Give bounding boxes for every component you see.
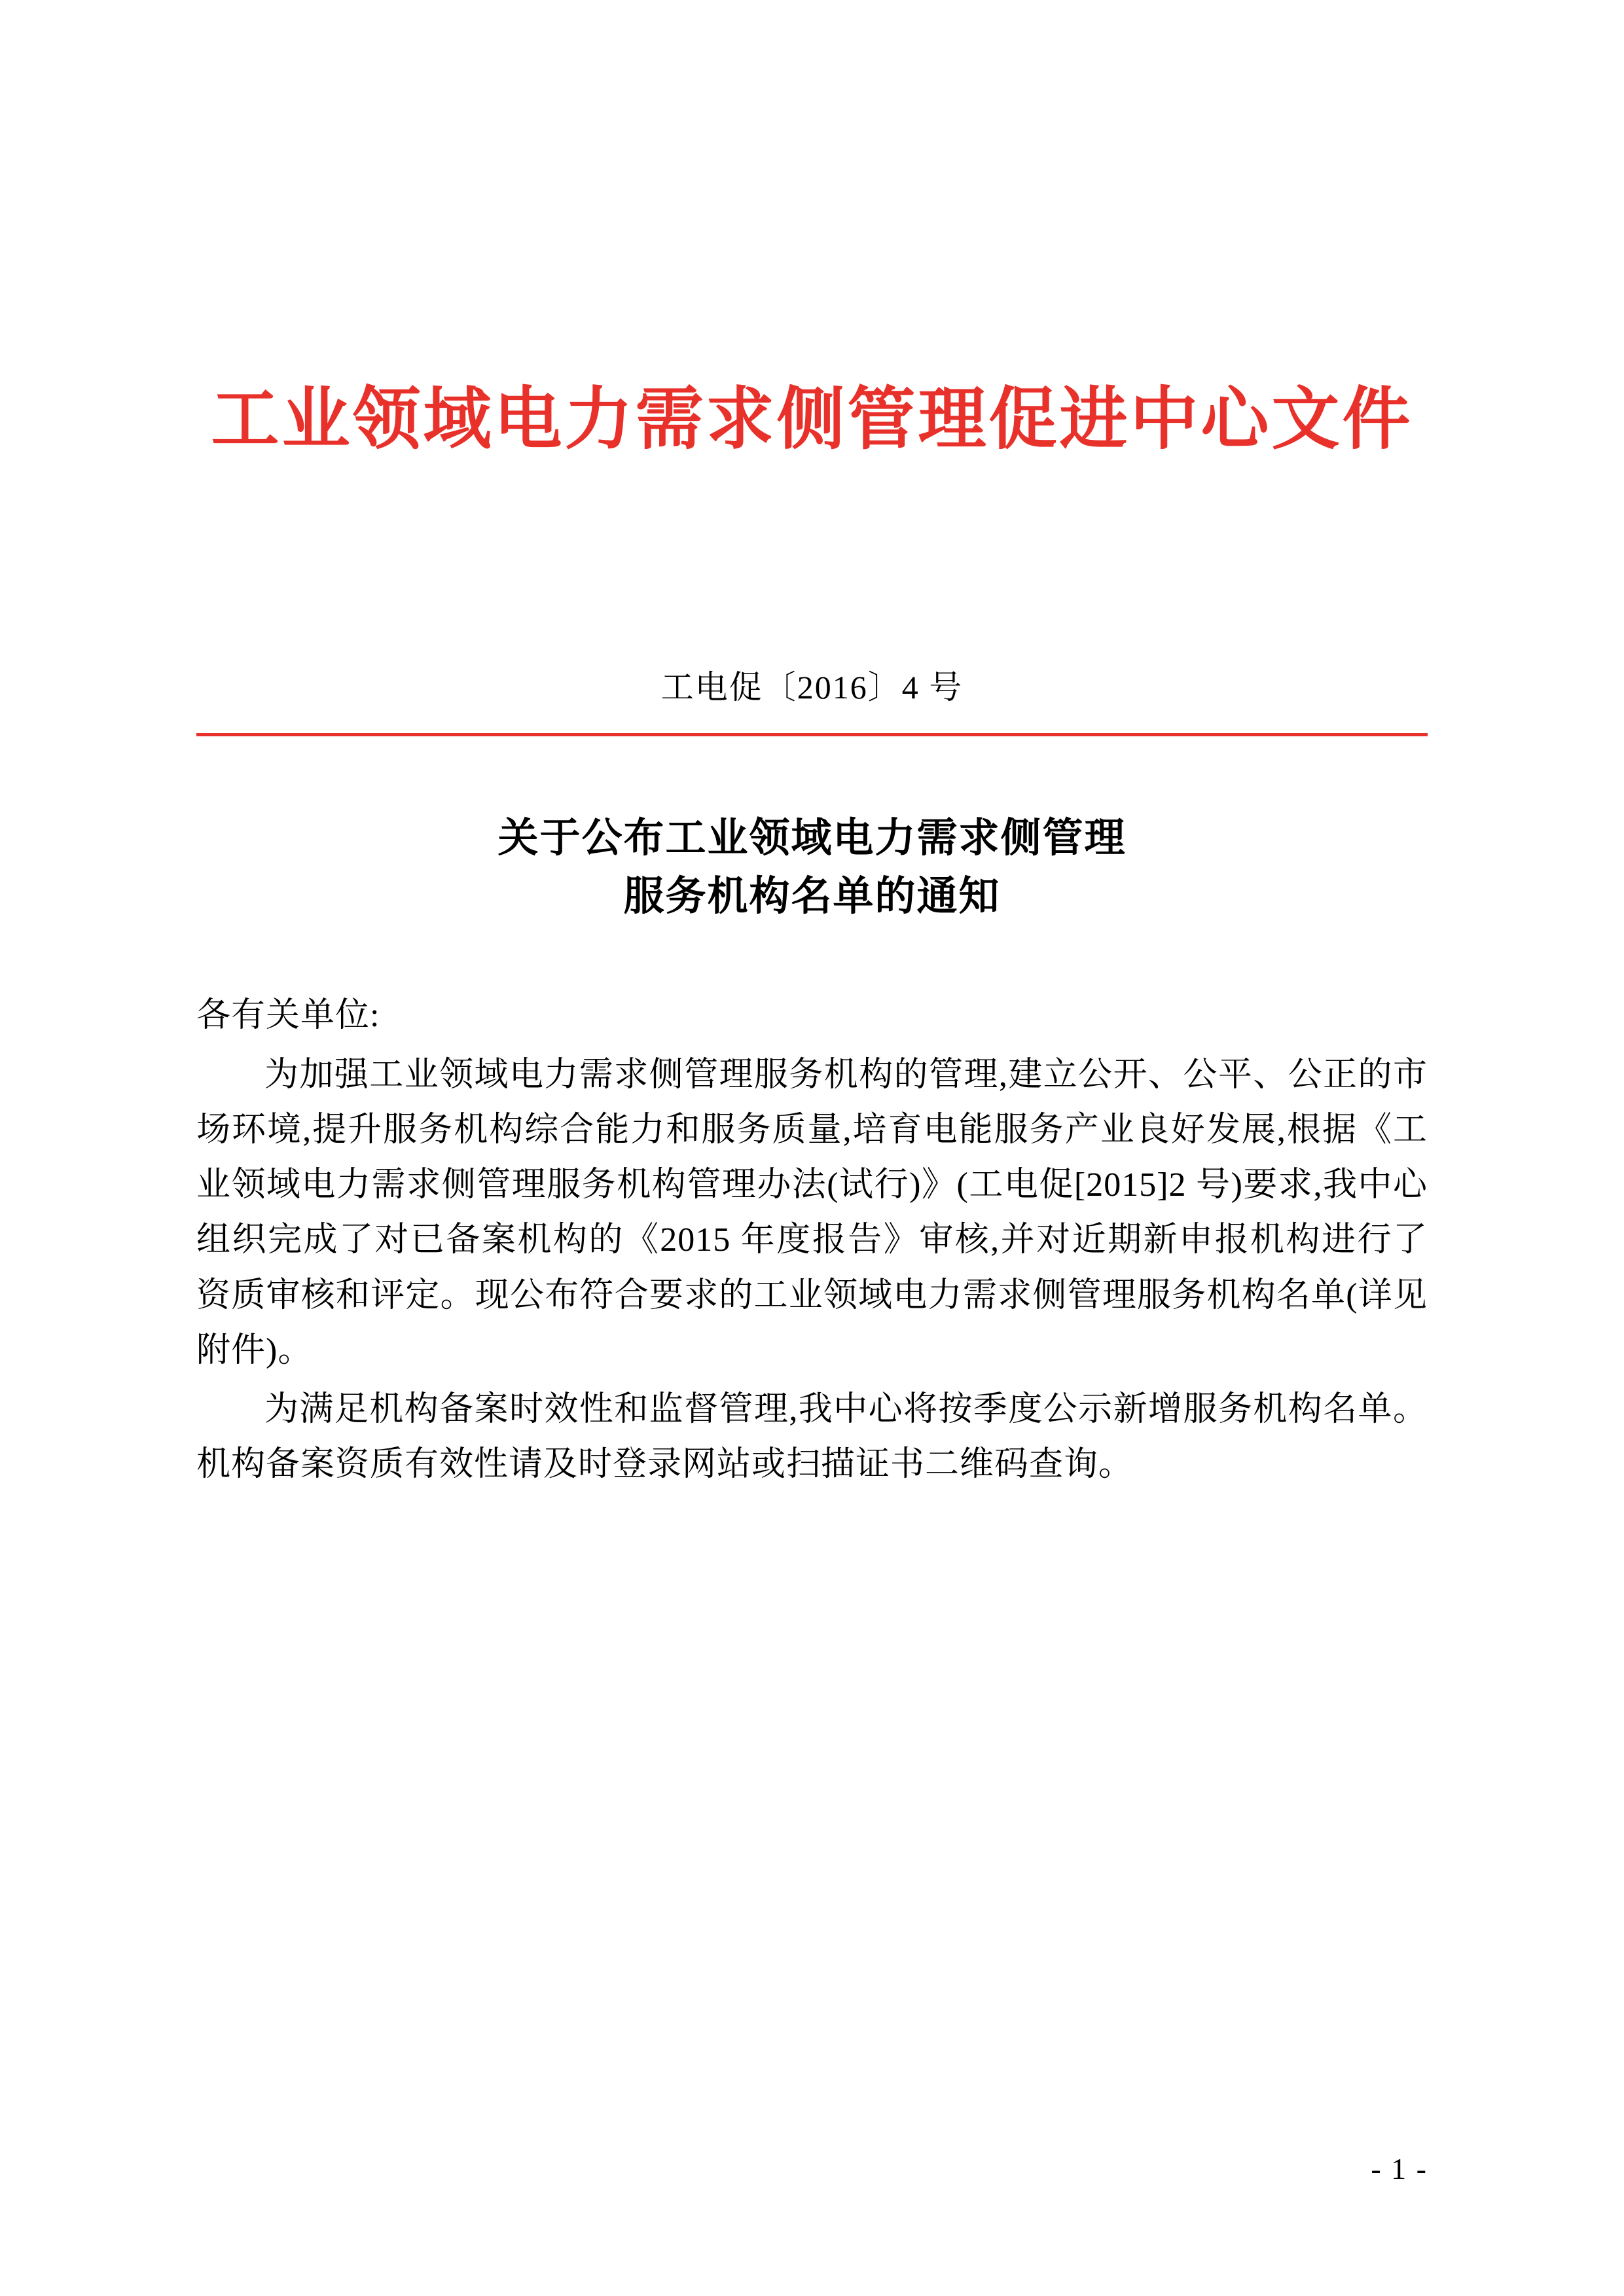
body-paragraph-2: 为满足机构备案时效性和监督管理,我中心将按季度公示新增服务机构名单。机构备案资质有效性请及时登录网站或扫描证书二维码查询。	[196, 1391, 1428, 1484]
salutation: 各有关单位:	[196, 997, 380, 1035]
page-number: - 1 -	[1371, 2152, 1428, 2185]
document-title-line-2: 服务机构名单的通知	[623, 872, 1001, 920]
document-body	[196, 988, 1428, 1492]
red-divider-rule	[196, 733, 1428, 736]
document-masthead: 工业领域电力需求侧管理促进中心文件	[211, 378, 1413, 459]
body-paragraph-1: 为加强工业领域电力需求侧管理服务机构的管理,建立公开、公平、公正的市场环境,提升服务机构综合能力和服务质量,培育电能服务产业良好发展,根据《工业领域电力需求侧管理服务机构管理办法(试行)》(工电促[2015]2 号)要求,我中心组织完成了对已备案机构的《2015 年度报告》审核,并对近期新申报机构进行了资质审核和评定。现公布符合要求的工业领域电力需求侧管理服务机构名单(详见附件)。	[196, 1056, 1428, 1369]
document-number: 工电促〔2016〕4 号	[660, 668, 964, 706]
document-title-line-1: 关于公布工业领域电力需求侧管理	[497, 813, 1127, 861]
document-title	[196, 808, 1428, 926]
